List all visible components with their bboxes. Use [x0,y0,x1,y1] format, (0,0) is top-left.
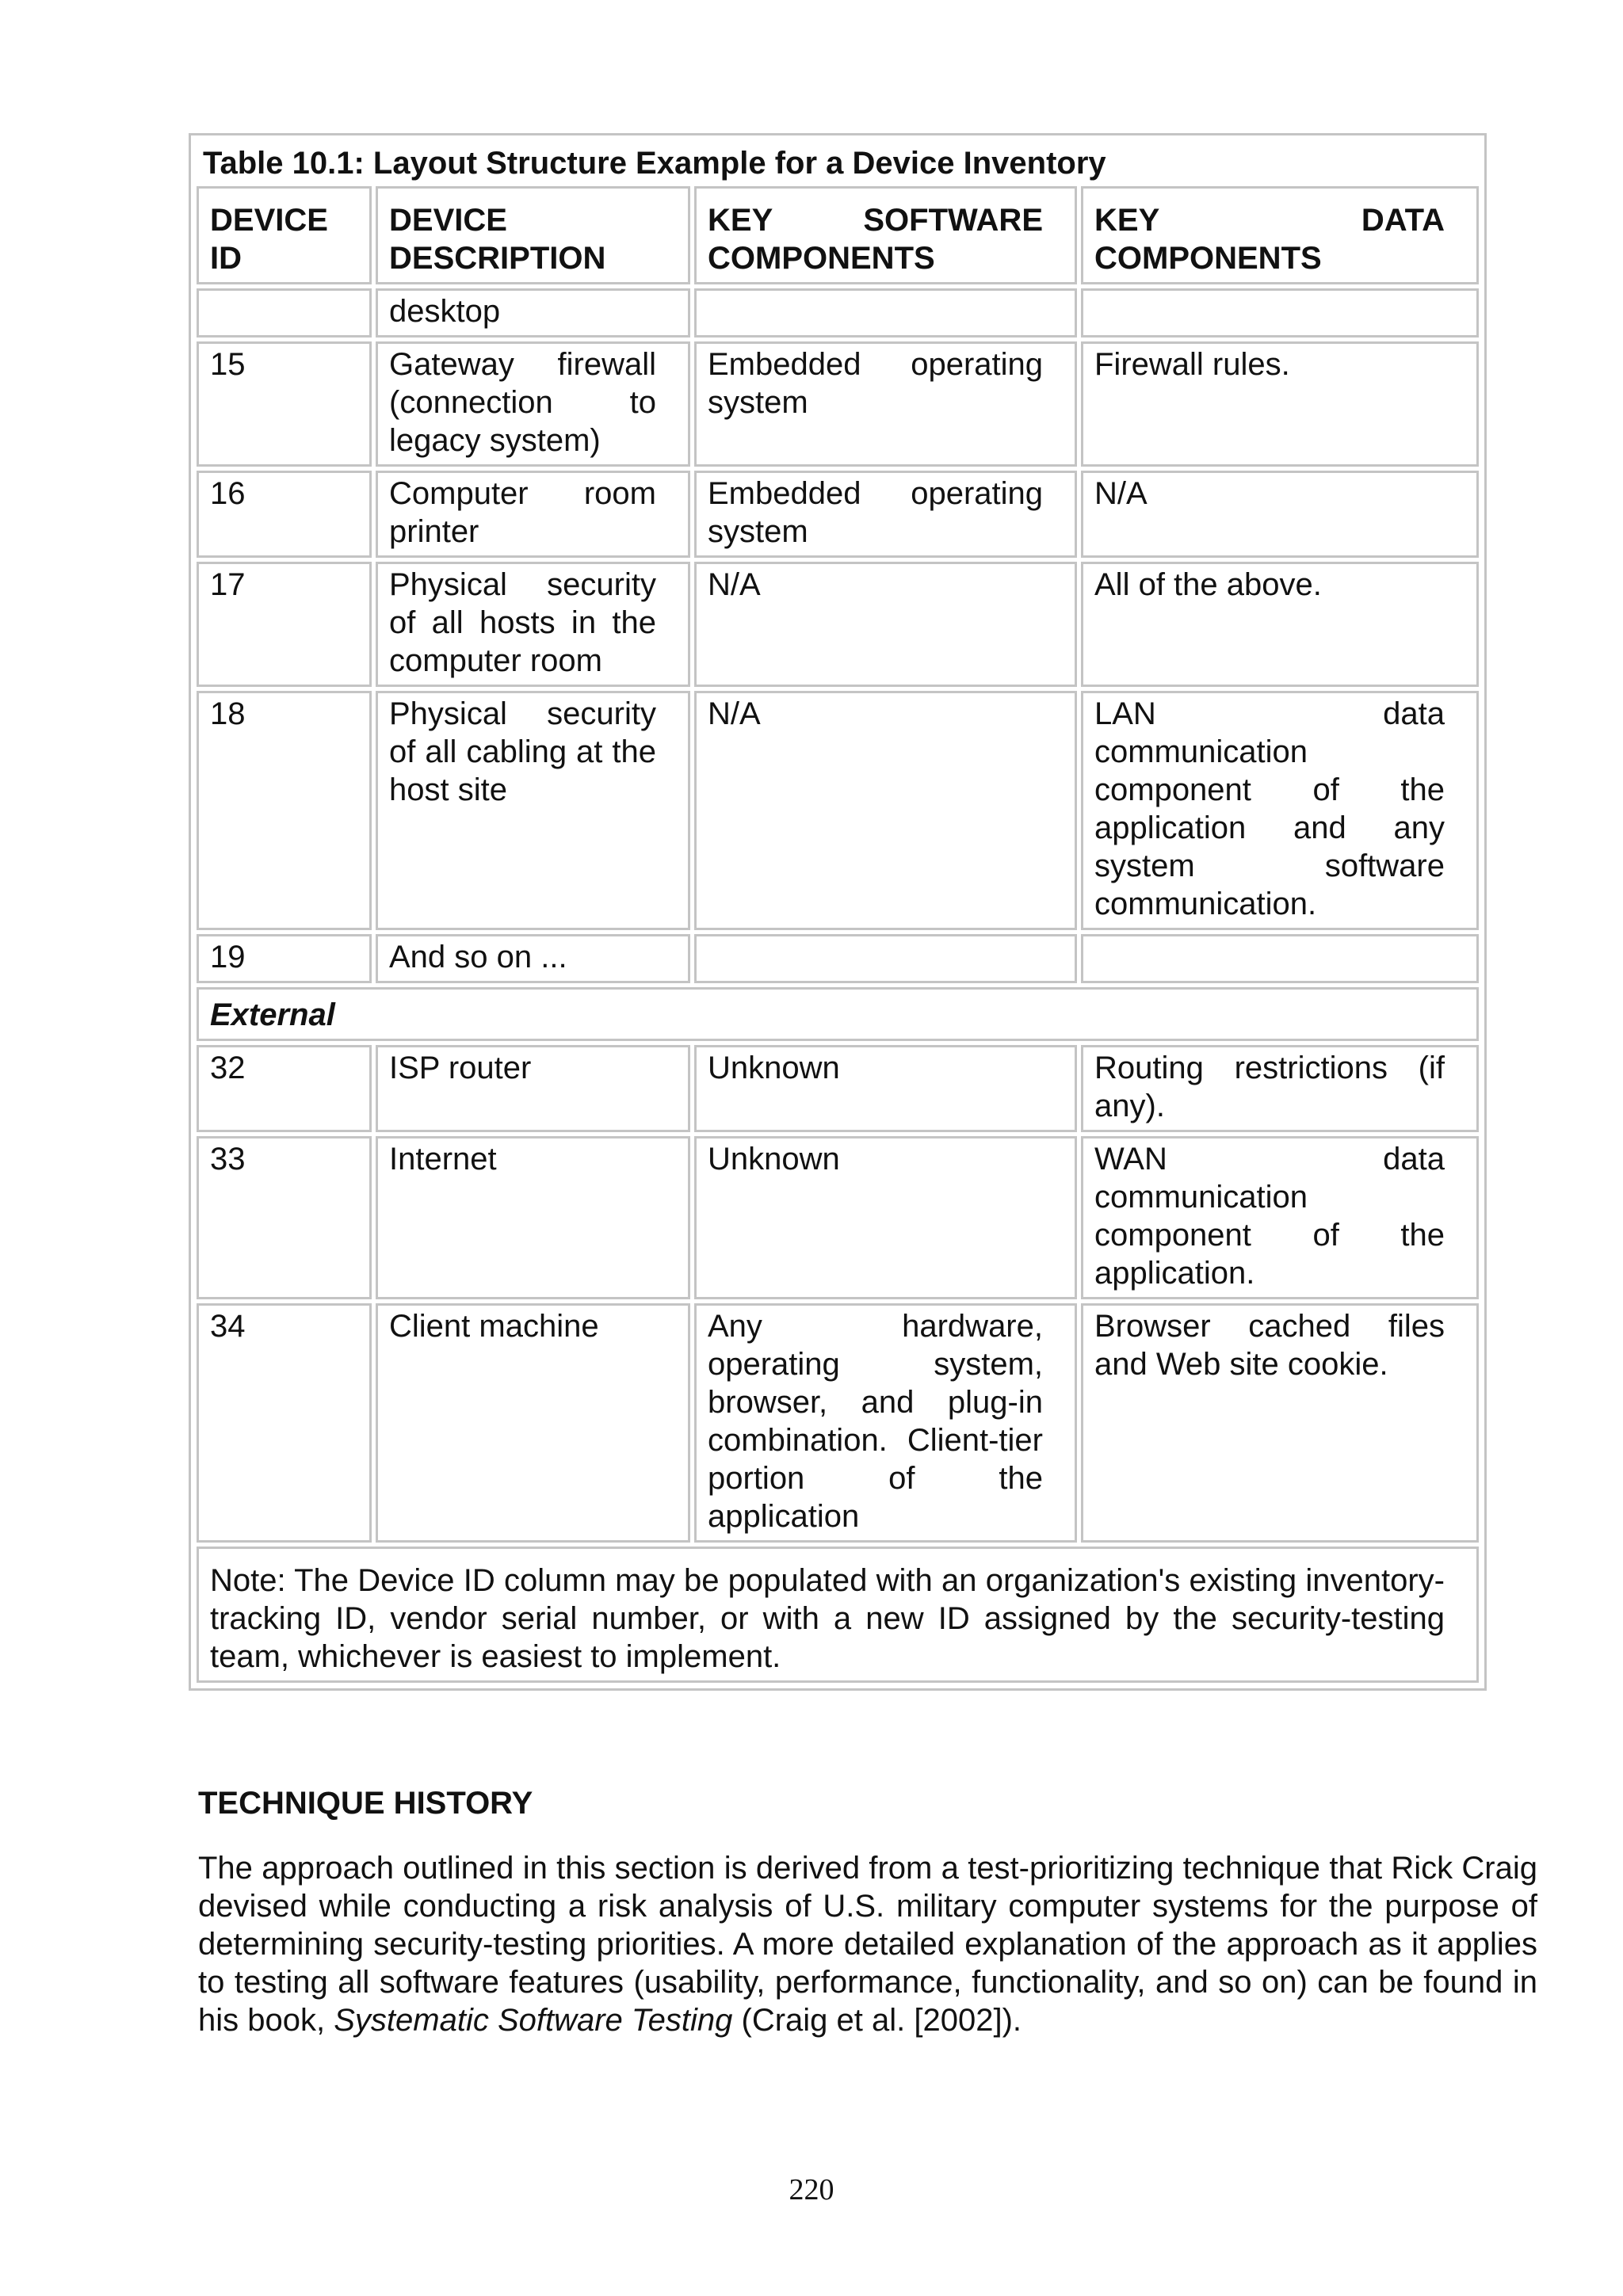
table-row [197,471,1479,558]
body-paragraph [198,1849,1537,2039]
header-device-id: DEVICE ID [197,186,372,284]
table-cell: 19 [197,934,372,983]
table-cell: Browser cached files and Web site cookie. [1081,1303,1479,1543]
table-row [197,288,1479,338]
table-cell: Physical security of all cabling at the host site [376,691,690,930]
table-row [197,1303,1479,1543]
table-cell [694,288,1077,338]
table-note-row [197,1547,1479,1683]
table-cell: Firewall rules. [1081,341,1479,467]
table-section-row [197,987,1479,1041]
table-cell: ISP router [376,1045,690,1132]
table-cell [197,288,372,338]
page-number: 220 [789,2173,834,2206]
table-row [197,1045,1479,1132]
header-key-data-components: KEY DATA COMPONENTS [1081,186,1479,284]
table-cell [1081,934,1479,983]
table-cell: Embedded operating system [694,471,1077,558]
book-title: Systematic Software Testing [334,2003,733,2038]
table-cell: WAN data communication component of the application. [1081,1136,1479,1299]
section-heading: TECHNIQUE HISTORY [198,1786,533,1821]
table-row [197,1136,1479,1299]
table-cell [694,934,1077,983]
table-cell: 32 [197,1045,372,1132]
table-cell: 34 [197,1303,372,1543]
table-row [197,934,1479,983]
device-inventory-table [189,133,1487,1691]
paragraph-text: The approach outlined in this section is derived from a test-prioritizing technique that Rick Craig devised while conducting a risk analysis of U.S. military computer systems for the purpose of determining security-testing priorities. A more detailed explanation of the approach as it applies to testing all software features (usability, performance, functionality, and so on) can be found in his book, [198,1851,1537,2038]
table-cell: Physical security of all hosts in the computer room [376,562,690,687]
table-cell: Any hardware, operating system, browser, and plug-in combination. Client-tier portion of the application [694,1303,1077,1543]
table-cell: N/A [694,562,1077,687]
inventory-table-grid [193,137,1483,1687]
table-cell: Unknown [694,1136,1077,1299]
table-cell: 15 [197,341,372,467]
table-cell: 33 [197,1136,372,1299]
table-cell: And so on ... [376,934,690,983]
table-header-row [197,186,1479,284]
table-row [197,341,1479,467]
table-caption-row [197,141,1479,182]
header-device-description: DEVICE DESCRIPTION [376,186,690,284]
table-cell: 18 [197,691,372,930]
paragraph-citation: (Craig et al. [2002]). [732,2003,1022,2038]
table-cell [1081,288,1479,338]
table-cell: desktop [376,288,690,338]
table-cell: Gateway firewall (connection to legacy system) [376,341,690,467]
table-cell: Routing restrictions (if any). [1081,1045,1479,1132]
table-cell: Embedded operating system [694,341,1077,467]
table-cell: N/A [1081,471,1479,558]
table-cell: 16 [197,471,372,558]
table-cell: LAN data communication component of the application and any system software communication. [1081,691,1479,930]
table-row [197,691,1479,930]
table-cell: All of the above. [1081,562,1479,687]
table-caption: Table 10.1: Layout Structure Example for a Device Inventory [203,146,1106,181]
table-cell: Client machine [376,1303,690,1543]
table-row [197,562,1479,687]
table-cell: 17 [197,562,372,687]
header-key-software-components: KEY SOFTWARE COMPONENTS [694,186,1077,284]
table-note: Note: The Device ID column may be populated with an organization's existing inventory-tracking ID, vendor serial number, or with a new ID assigned by the security-testing team, whichever is easiest to implement. [197,1547,1479,1683]
table-cell: Internet [376,1136,690,1299]
table-cell: Unknown [694,1045,1077,1132]
table-cell: Computer room printer [376,471,690,558]
section-label-external: External [197,987,1479,1041]
table-cell: N/A [694,691,1077,930]
